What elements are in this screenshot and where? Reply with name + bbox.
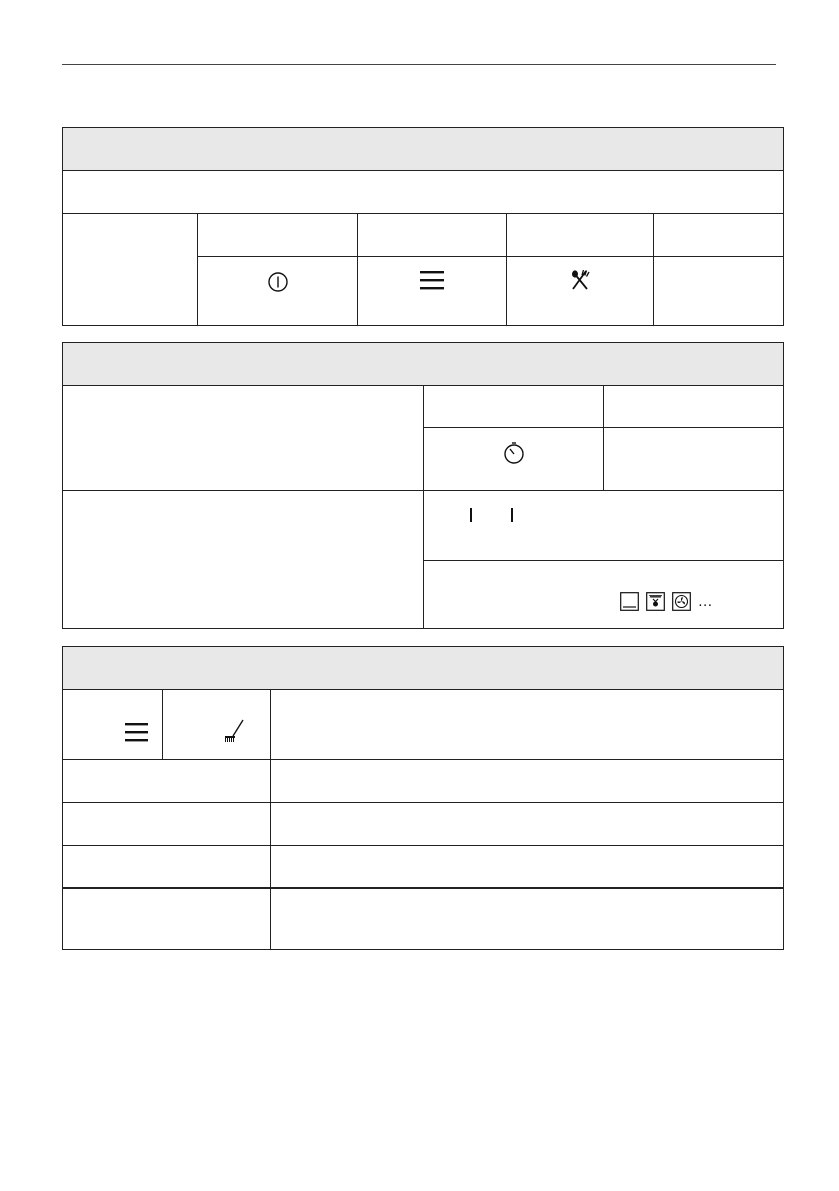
table3-cleaning-cell [163, 690, 271, 760]
settings-table-3 [62, 646, 784, 950]
table1-icon-cell-2 [358, 257, 507, 326]
table1-icon-cell-3 [507, 257, 654, 326]
table3-menu-cell [63, 690, 163, 760]
table3-row-2-text [271, 803, 784, 846]
table2-col-2 [604, 386, 784, 428]
power-icon [267, 271, 289, 293]
table2-header [63, 343, 784, 386]
table2-empty-cell [604, 428, 784, 491]
utensils-icon [569, 269, 591, 291]
table3-row-3-label [63, 846, 271, 888]
table3-row-4-text [271, 888, 784, 950]
table1-row-label [63, 214, 198, 326]
table3-row-3-text [271, 846, 784, 888]
bars-icon [470, 508, 570, 524]
table2-row2-label [63, 491, 424, 629]
table1-subheader [63, 171, 784, 214]
settings-table-1 [62, 127, 784, 326]
more-functions-ellipsis: … [697, 593, 713, 610]
table3-row-1-label [63, 760, 271, 803]
table3-row-4-label [63, 888, 271, 950]
table2-row1-label [63, 386, 424, 491]
oven-square-icon [620, 592, 639, 611]
table3-row-2-label [63, 803, 271, 846]
fan-icon [672, 592, 691, 611]
table1-header [63, 128, 784, 171]
timer-icon [503, 441, 525, 465]
header-rule [62, 64, 776, 65]
table3-header [63, 647, 784, 690]
menu-icon [125, 721, 148, 743]
table2-timer-cell [424, 428, 604, 491]
table1-col-3 [507, 214, 654, 257]
menu-icon [420, 269, 444, 291]
table1-icon-cell-1 [198, 257, 358, 326]
table1-col-4 [654, 214, 784, 257]
table1-col-1 [198, 214, 358, 257]
settings-table-2 [62, 342, 784, 629]
table3-first-row-text [271, 690, 784, 760]
table3-row-1-text [271, 760, 784, 803]
cleaning-brush-icon [223, 719, 245, 743]
table2-indicator-cell [424, 491, 784, 561]
grill-fan-icon [646, 592, 665, 611]
table2-functions-cell [424, 561, 784, 629]
table2-col-1 [424, 386, 604, 428]
table1-icon-cell-4 [654, 257, 784, 326]
table1-col-2 [358, 214, 507, 257]
